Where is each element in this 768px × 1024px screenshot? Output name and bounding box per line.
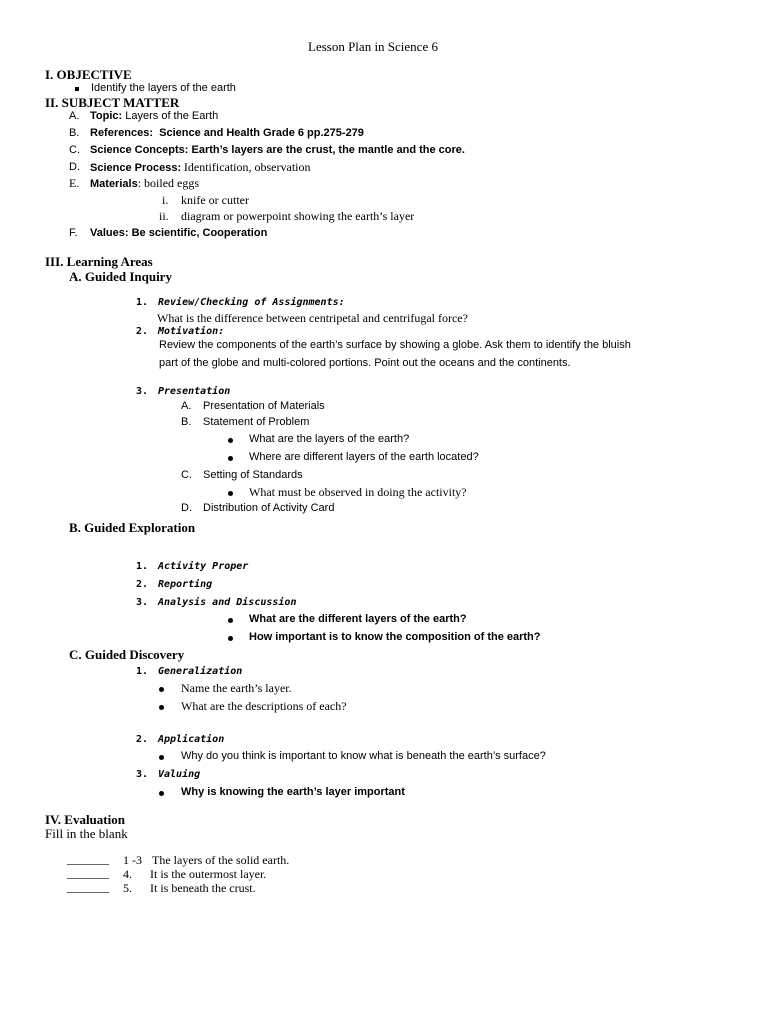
objective-item: Identify the layers of the earth	[91, 82, 236, 94]
gd-item1-marker: 1.	[136, 666, 149, 677]
eval-q3-number: 5.	[123, 881, 132, 895]
generalization-question-2: What are the descriptions of each?	[181, 699, 347, 713]
gi-item2-marker: 2.	[136, 326, 149, 337]
sm-e-sub1: knife or cutter	[181, 193, 249, 207]
pres-materials: Presentation of Materials	[203, 400, 325, 412]
learning-areas-heading: III. Learning Areas	[45, 254, 153, 269]
sm-f-marker: F.	[69, 227, 78, 239]
sm-topic: Topic: Layers of the Earth	[90, 110, 219, 122]
gd-item3-marker: 3.	[136, 769, 149, 780]
ge-item1-marker: 1.	[136, 561, 149, 572]
bullet-icon	[228, 456, 233, 461]
sm-e-marker: E.	[69, 176, 80, 190]
ge-item2-marker: 2.	[136, 579, 149, 590]
eval-q3-blank: _______	[67, 880, 109, 894]
eval-q1-blank: _______	[67, 852, 109, 866]
sm-d-marker: D.	[69, 161, 80, 173]
analysis-question-2: How important is to know the composition of the earth?	[249, 631, 541, 643]
analysis-question-1: What are the different layers of the earth?	[249, 613, 467, 625]
eval-q2-text: It is the outermost layer.	[150, 867, 267, 881]
standards-question-1: What must be observed in doing the activity?	[249, 485, 467, 499]
ge-reporting-label: Reporting	[158, 579, 213, 590]
sm-science-process: Science Process: Identification, observation	[90, 160, 311, 174]
bullet-icon	[228, 618, 233, 623]
bullet-icon	[228, 636, 233, 641]
application-question-1: Why do you think is important to know what is beneath the earth’s surface?	[181, 750, 546, 762]
eval-q2-blank: _______	[67, 866, 109, 880]
gd-item2-marker: 2.	[136, 734, 149, 745]
gd-application-label: Application	[158, 734, 225, 745]
sm-e-sub2: diagram or powerpoint showing the earth’s layer	[181, 209, 415, 223]
pres-problem: Statement of Problem	[203, 416, 310, 428]
sm-e-sub1-marker: i.	[162, 193, 169, 207]
gi-item3-marker: 3.	[136, 386, 149, 397]
gi-motivation-text-line2: part of the globe and multi-colored portions. Point out the oceans and the continents.	[159, 357, 571, 369]
pres-c-marker: C.	[181, 469, 192, 481]
objective-heading: I. OBJECTIVE	[45, 67, 132, 82]
bullet-icon	[159, 791, 164, 796]
valuing-question-1: Why is knowing the earth’s layer important	[181, 786, 405, 798]
page-title: Lesson Plan in Science 6	[308, 39, 438, 54]
eval-q1-text: The layers of the solid earth.	[152, 853, 290, 867]
sm-values: Values: Be scientific, Cooperation	[90, 227, 268, 239]
sm-references: References: Science and Health Grade 6 pp.275-279	[90, 127, 364, 139]
square-bullet-icon	[75, 87, 79, 91]
pres-b-marker: B.	[181, 416, 192, 428]
evaluation-heading: IV. Evaluation	[45, 812, 125, 827]
sm-b-marker: B.	[69, 127, 80, 139]
sm-a-marker: A.	[69, 110, 80, 122]
gi-review-label: Review/Checking of Assignments:	[158, 297, 345, 308]
evaluation-instruction: Fill in the blank	[45, 826, 128, 841]
gi-review-text: What is the difference between centripetal and centrifugal force?	[157, 311, 468, 325]
bullet-icon	[228, 491, 233, 496]
bullet-icon	[159, 687, 164, 692]
eval-q2-number: 4.	[123, 867, 132, 881]
eval-q1-number: 1 -3	[123, 853, 142, 867]
gd-generalization-label: Generalization	[158, 666, 243, 677]
gd-valuing-label: Valuing	[158, 769, 201, 780]
problem-question-1: What are the layers of the earth?	[249, 433, 410, 445]
generalization-question-1: Name the earth’s layer.	[181, 681, 292, 695]
bullet-icon	[159, 755, 164, 760]
gi-motivation-label: Motivation:	[158, 326, 225, 337]
pres-d-marker: D.	[181, 502, 192, 514]
pres-standards: Setting of Standards	[203, 469, 303, 481]
pres-a-marker: A.	[181, 400, 192, 412]
sm-science-concepts: Science Concepts: Earth’s layers are the crust, the mantle and the core.	[90, 144, 465, 156]
pres-distribution: Distribution of Activity Card	[203, 502, 335, 514]
bullet-icon	[228, 438, 233, 443]
sm-e-sub2-marker: ii.	[159, 209, 169, 223]
ge-item3-marker: 3.	[136, 597, 149, 608]
ge-activity-label: Activity Proper	[158, 561, 249, 572]
eval-q3-text: It is beneath the crust.	[150, 881, 256, 895]
ge-analysis-label: Analysis and Discussion	[158, 597, 297, 608]
gi-motivation-text-line1: Review the components of the earth’s surface by showing a globe. Ask them to identify the bluish	[159, 339, 631, 351]
guided-exploration-heading: B. Guided Exploration	[69, 520, 196, 535]
sm-materials: Materials: boiled eggs	[90, 176, 200, 190]
bullet-icon	[159, 705, 164, 710]
problem-question-2: Where are different layers of the earth located?	[249, 451, 479, 463]
subject-matter-heading: II. SUBJECT MATTER	[45, 95, 180, 110]
guided-discovery-heading: C. Guided Discovery	[69, 647, 185, 662]
sm-c-marker: C.	[69, 144, 80, 156]
gi-presentation-label: Presentation	[158, 386, 231, 397]
guided-inquiry-heading: A. Guided Inquiry	[69, 269, 172, 284]
gi-item1-marker: 1.	[136, 297, 149, 308]
